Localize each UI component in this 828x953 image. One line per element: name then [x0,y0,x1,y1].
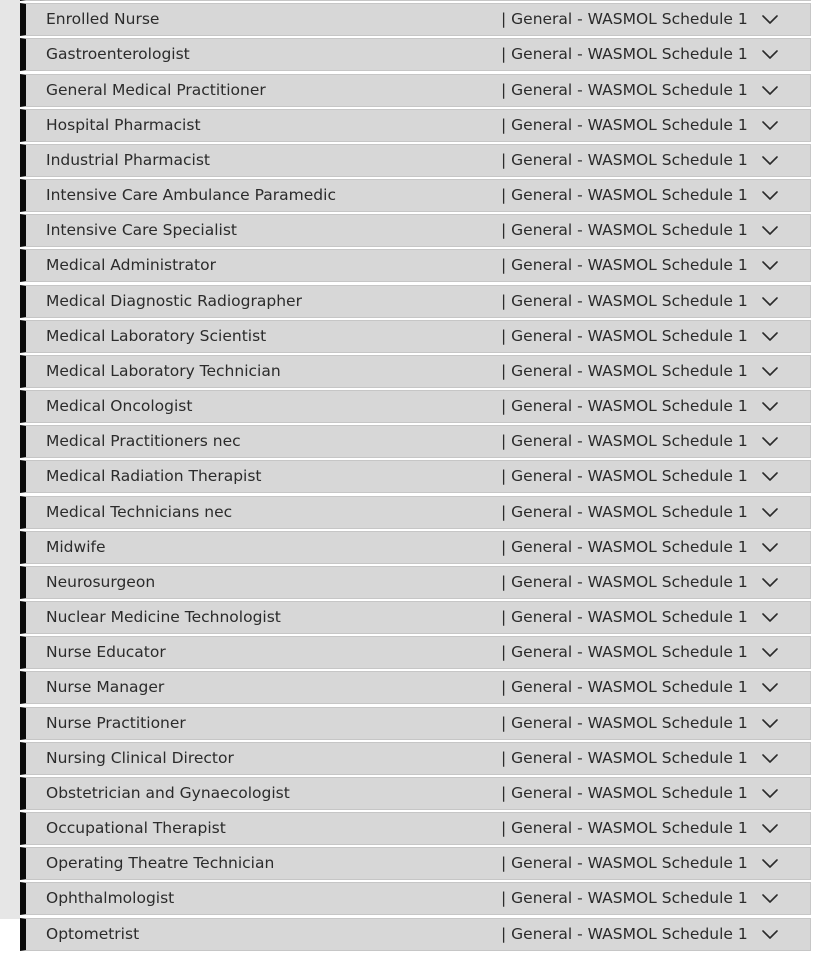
occupation-name: Medical Administrator [46,256,216,275]
occupation-list-label: | General - WASMOL Schedule 1 [501,150,748,169]
occupation-name: Neurosurgeon [46,572,156,591]
occupation-name: Gastroenterologist [46,45,190,64]
occupation-list-label: | General - WASMOL Schedule 1 [501,572,748,591]
accordion-row[interactable] [20,144,811,177]
chevron-down-icon[interactable] [761,751,779,765]
chevron-down-icon[interactable] [761,12,779,26]
occupation-list-label: | General - WASMOL Schedule 1 [501,326,748,345]
accordion-row[interactable] [20,812,811,845]
accordion-row[interactable] [20,566,811,599]
occupation-list-label: | General - WASMOL Schedule 1 [501,291,748,310]
accordion-row[interactable] [20,390,811,423]
occupation-list-label: | General - WASMOL Schedule 1 [501,467,748,486]
accordion-row[interactable] [20,601,811,634]
chevron-down-icon[interactable] [761,610,779,624]
occupation-list-label: | General - WASMOL Schedule 1 [501,924,748,943]
accordion-row[interactable] [20,460,811,493]
chevron-down-icon[interactable] [761,469,779,483]
occupation-list-label: | General - WASMOL Schedule 1 [501,748,748,767]
occupation-list-label: | General - WASMOL Schedule 1 [501,713,748,732]
chevron-down-icon[interactable] [761,540,779,554]
chevron-down-icon[interactable] [761,716,779,730]
chevron-down-icon[interactable] [761,188,779,202]
occupation-name: Intensive Care Ambulance Paramedic [46,186,336,205]
accordion-row[interactable] [20,742,811,775]
chevron-down-icon[interactable] [761,575,779,589]
accordion-row[interactable] [20,636,811,669]
chevron-down-icon[interactable] [761,927,779,941]
occupation-list-label: | General - WASMOL Schedule 1 [501,115,748,134]
occupation-name: Nuclear Medicine Technologist [46,608,281,627]
occupation-name: Medical Technicians nec [46,502,233,521]
occupation-list-label: | General - WASMOL Schedule 1 [501,80,748,99]
chevron-down-icon[interactable] [761,258,779,272]
occupation-name: Operating Theatre Technician [46,854,275,873]
occupation-list-label: | General - WASMOL Schedule 1 [501,678,748,697]
chevron-down-icon[interactable] [761,434,779,448]
occupation-accordion-list [20,0,811,953]
occupation-list-label: | General - WASMOL Schedule 1 [501,502,748,521]
occupation-name: Optometrist [46,924,140,943]
occupation-list-label: | General - WASMOL Schedule 1 [501,221,748,240]
occupation-name: Medical Practitioners nec [46,432,241,451]
occupation-list-label: | General - WASMOL Schedule 1 [501,643,748,662]
accordion-row[interactable] [20,0,811,1]
accordion-row[interactable] [20,918,811,951]
chevron-down-icon[interactable] [761,83,779,97]
accordion-row[interactable] [20,249,811,282]
occupation-list-label: | General - WASMOL Schedule 1 [501,397,748,416]
accordion-row[interactable] [20,531,811,564]
occupation-name: Nurse Manager [46,678,165,697]
accordion-row[interactable] [20,109,811,142]
occupation-name: Ophthalmologist [46,889,175,908]
accordion-row[interactable] [20,707,811,740]
chevron-down-icon[interactable] [761,364,779,378]
occupation-name: Industrial Pharmacist [46,150,210,169]
occupation-name: Hospital Pharmacist [46,115,201,134]
occupation-list-label: | General - WASMOL Schedule 1 [501,854,748,873]
accordion-row[interactable] [20,496,811,529]
occupation-list-label: | General - WASMOL Schedule 1 [501,256,748,275]
occupation-list-label: | General - WASMOL Schedule 1 [501,783,748,802]
chevron-down-icon[interactable] [761,118,779,132]
chevron-down-icon[interactable] [761,329,779,343]
occupation-list-label: | General - WASMOL Schedule 1 [501,432,748,451]
chevron-down-icon[interactable] [761,680,779,694]
chevron-down-icon[interactable] [761,645,779,659]
occupation-list-label: | General - WASMOL Schedule 1 [501,537,748,556]
accordion-row[interactable] [20,425,811,458]
occupation-name: Occupational Therapist [46,819,226,838]
accordion-row[interactable] [20,671,811,704]
chevron-down-icon[interactable] [761,153,779,167]
chevron-down-icon[interactable] [761,505,779,519]
occupation-name: Nursing Clinical Director [46,748,234,767]
accordion-row[interactable] [20,38,811,71]
occupation-name: Medical Laboratory Scientist [46,326,267,345]
occupation-name: Medical Laboratory Technician [46,361,281,380]
occupation-name: Nurse Practitioner [46,713,186,732]
chevron-down-icon[interactable] [761,294,779,308]
chevron-down-icon[interactable] [761,47,779,61]
left-gutter [0,0,20,919]
occupation-list-label: | General - WASMOL Schedule 1 [501,819,748,838]
accordion-row[interactable] [20,355,811,388]
accordion-row[interactable] [20,882,811,915]
occupation-list-label: | General - WASMOL Schedule 1 [501,10,748,29]
occupation-list-label: | General - WASMOL Schedule 1 [501,889,748,908]
occupation-name: Obstetrician and Gynaecologist [46,783,290,802]
accordion-row[interactable] [20,320,811,353]
occupation-name: Medical Diagnostic Radiographer [46,291,302,310]
accordion-row[interactable] [20,214,811,247]
occupation-name: Midwife [46,537,106,556]
chevron-down-icon[interactable] [761,786,779,800]
accordion-row[interactable] [20,285,811,318]
occupation-list-label: | General - WASMOL Schedule 1 [501,608,748,627]
occupation-name: Enrolled Nurse [46,10,160,29]
chevron-down-icon[interactable] [761,399,779,413]
chevron-down-icon[interactable] [761,821,779,835]
accordion-row[interactable] [20,179,811,212]
occupation-name: Intensive Care Specialist [46,221,237,240]
occupation-name: Nurse Educator [46,643,166,662]
accordion-row[interactable] [20,74,811,107]
occupation-list-label: | General - WASMOL Schedule 1 [501,186,748,205]
accordion-row[interactable] [20,777,811,810]
chevron-down-icon[interactable] [761,891,779,905]
occupation-name: Medical Radiation Therapist [46,467,262,486]
chevron-down-icon[interactable] [761,856,779,870]
accordion-row[interactable] [20,3,811,36]
accordion-row[interactable] [20,847,811,880]
occupation-list-label: | General - WASMOL Schedule 1 [501,361,748,380]
occupation-name: General Medical Practitioner [46,80,266,99]
occupation-list-label: | General - WASMOL Schedule 1 [501,45,748,64]
chevron-down-icon[interactable] [761,223,779,237]
occupation-name: Medical Oncologist [46,397,193,416]
